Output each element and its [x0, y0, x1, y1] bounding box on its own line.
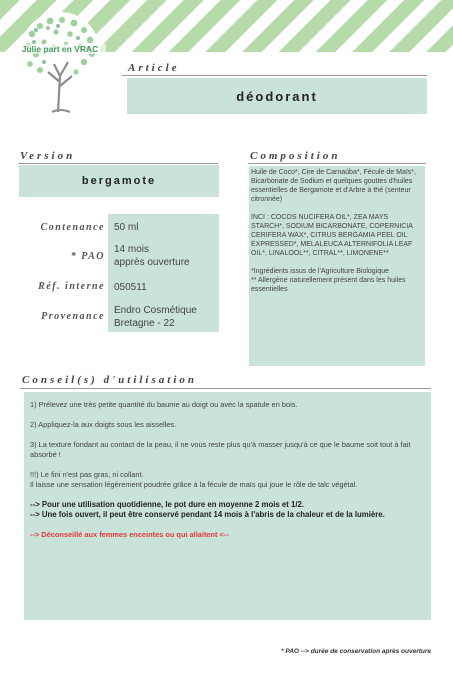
composition-panel: [249, 166, 425, 366]
brand-name: Julie part en VRAC: [14, 44, 106, 54]
divider: [18, 163, 218, 164]
spec-label-contenance: Contenance: [40, 222, 105, 233]
article-heading: Article: [128, 62, 180, 74]
composition-heading: Composition: [250, 150, 341, 162]
spec-value-contenance: 50 ml: [114, 222, 139, 233]
spec-label-provenance: Provenance: [41, 311, 105, 322]
spec-label-ref: Réf. interne: [38, 281, 105, 292]
spec-label-pao: * PAO: [70, 251, 105, 262]
brand-logo: [14, 12, 106, 118]
advice-heading: Conseil(s) d'utilisation: [22, 374, 197, 386]
composition-ingredients: Huile de Coco*, Cire de Carnaúba*, Fécule de Maïs*, Bicarbonate de Sodium et quelques gouttes d'huiles essentielles de Bergamote et d'Arbre à thé (senteur citronnée): [251, 169, 416, 203]
divider: [122, 75, 427, 76]
version-value: bergamote: [19, 165, 219, 197]
advice-step: !!!) Le fini n'est pas gras, ni collant. Il laisse une sensation légèrement poudrée grâce à la fécule de maïs qui joue le rôle de talc végétal.: [30, 470, 358, 489]
tree-logo-icon: [14, 12, 106, 118]
version-heading: Version: [20, 150, 76, 162]
advice-step: 2) Appliquez-la aux doigts sous les aisselles.: [30, 420, 177, 429]
divider: [20, 388, 431, 389]
spec-value-ref: 050511: [114, 282, 147, 293]
composition-inci: INCI : COCOS NUCIFERA OIL*, ZEA MAYS STARCH*, SODIUM BICARBONATE, COPERNICIA CERIFERA WAX*, CITRUS BERGAMIA PEEL OIL EXPRESSED*, MELALEUCA ALTERNIFOLIA LEAF OIL*, LINALOOL**, CITRAL**, LIMONENE**: [251, 214, 413, 257]
advice-panel: [24, 392, 431, 620]
spec-value-provenance: Endro Cosmétique Bretagne - 22: [114, 305, 197, 329]
advice-warning: --> Déconseillé aux femmes enceintes ou qui allaitent <--: [30, 530, 229, 539]
advice-bold-note: --> Pour une utilisation quotidienne, le pot dure en moyenne 2 mois et 1/2.: [30, 500, 305, 509]
advice-step: 1) Prélevez une très petite quantité du baume au doigt ou avec la spatule en bois.: [30, 400, 298, 409]
divider: [248, 163, 426, 164]
spec-value-pao: 14 mois apprès ouverture: [114, 244, 190, 268]
composition-notes: *Ingrédients issus de l'Agriculture Biologique ** Allergène naturellement présent dans les huiles essentielles: [251, 268, 406, 293]
article-value: déodorant: [127, 78, 427, 114]
advice-bold-note: --> Une fois ouvert, il peut être conservé pendant 14 mois à l'abris de la chaleur et de la lumière.: [30, 510, 385, 519]
advice-step: 3) La texture fondant au contact de la peau, il ne vous reste plus qu'à masser jusqu'à ce que le baume soit tout à fait absorbé !: [30, 440, 411, 459]
footnote: * PAO --> durée de conservation après ouverture: [281, 648, 431, 655]
